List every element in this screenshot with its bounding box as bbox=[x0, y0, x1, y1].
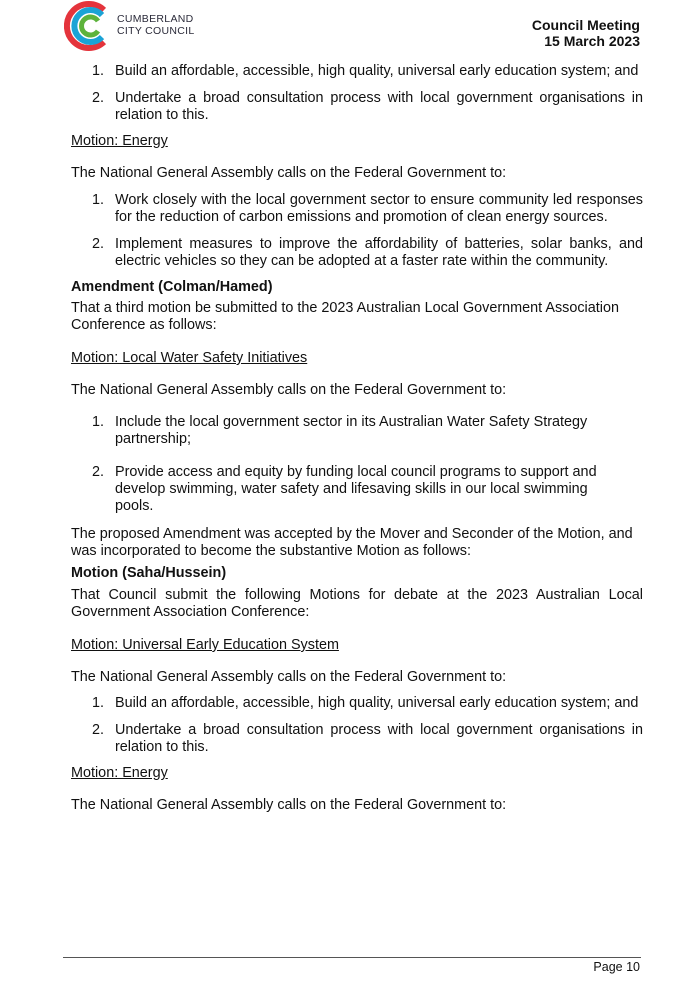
list-number: 2. bbox=[92, 464, 105, 480]
list-number: 2. bbox=[92, 722, 105, 738]
motion-text: That Council submit the following Motions for debate at the 2023 Australian Local Government Association Conference: bbox=[71, 587, 643, 620]
list-text: Undertake a broad consultation process with local government organisations in relation to this. bbox=[115, 722, 643, 755]
list-text: Include the local government sector in its Australian Water Safety Strategy partnership; bbox=[115, 414, 588, 447]
list-text: Work closely with the local government sector to ensure community led responses for the reduction of carbon emissions and promotion of clean energy sources. bbox=[115, 192, 643, 225]
list-item bbox=[71, 464, 643, 515]
list-text: Provide access and equity by funding local council programs to support and develop swimming, water safety and lifesaving skills in our local swimming pools. bbox=[115, 464, 597, 514]
list-item bbox=[71, 695, 643, 712]
list-item bbox=[71, 63, 643, 80]
meeting-date: 15 March 2023 bbox=[544, 33, 640, 49]
list-number: 2. bbox=[92, 236, 105, 252]
list-item bbox=[71, 722, 643, 756]
amendment-heading: Amendment (Colman/Hamed) bbox=[71, 279, 273, 295]
list-number: 2. bbox=[92, 90, 105, 106]
org-name-line1: CUMBERLAND bbox=[117, 13, 194, 25]
meeting-title: Council Meeting bbox=[531, 17, 640, 33]
list-item bbox=[71, 192, 643, 226]
amendment-text: That a third motion be submitted to the 2023 Australian Local Government Association Conference as follows: bbox=[71, 300, 619, 333]
calls-on-text: The National General Assembly calls on the Federal Government to: bbox=[71, 797, 507, 813]
list-text: Implement measures to improve the affordability of batteries, solar banks, and electric vehicles so they can be adopted at a faster rate within the community. bbox=[115, 236, 643, 269]
motion-water-heading: Motion: Local Water Safety Initiatives bbox=[71, 350, 308, 366]
calls-on-text: The National General Assembly calls on the Federal Government to: bbox=[71, 669, 507, 685]
motion-heading: Motion (Saha/Hussein) bbox=[71, 565, 227, 581]
footer-divider bbox=[63, 957, 641, 958]
list-item bbox=[71, 414, 643, 448]
motion-energy-heading: Motion: Energy bbox=[71, 765, 168, 781]
accepted-text: The proposed Amendment was accepted by the Mover and Seconder of the Motion, and was incorporated to become the substantive Motion as follows: bbox=[71, 526, 633, 559]
council-logo-icon bbox=[64, 0, 114, 52]
list-number: 1. bbox=[92, 63, 105, 79]
calls-on-text: The National General Assembly calls on the Federal Government to: bbox=[71, 165, 507, 181]
list-number: 1. bbox=[92, 414, 105, 430]
list-item bbox=[71, 90, 643, 124]
list-text: Build an affordable, accessible, high quality, universal early education system; and bbox=[115, 695, 639, 711]
org-name-line2: CITY COUNCIL bbox=[117, 25, 195, 37]
list-number: 1. bbox=[92, 192, 105, 208]
page-number: Page 10 bbox=[593, 960, 640, 974]
motion-education-heading: Motion: Universal Early Education System bbox=[71, 637, 339, 653]
list-text: Undertake a broad consultation process with local government organisations in relation to this. bbox=[115, 90, 643, 123]
list-number: 1. bbox=[92, 695, 105, 711]
org-name bbox=[117, 13, 195, 37]
document-body bbox=[71, 60, 643, 814]
list-text: Build an affordable, accessible, high quality, universal early education system; and bbox=[115, 63, 639, 79]
motion-energy-heading: Motion: Energy bbox=[71, 133, 168, 149]
list-item bbox=[71, 236, 643, 270]
meeting-info bbox=[532, 17, 640, 49]
calls-on-text: The National General Assembly calls on the Federal Government to: bbox=[71, 382, 507, 398]
